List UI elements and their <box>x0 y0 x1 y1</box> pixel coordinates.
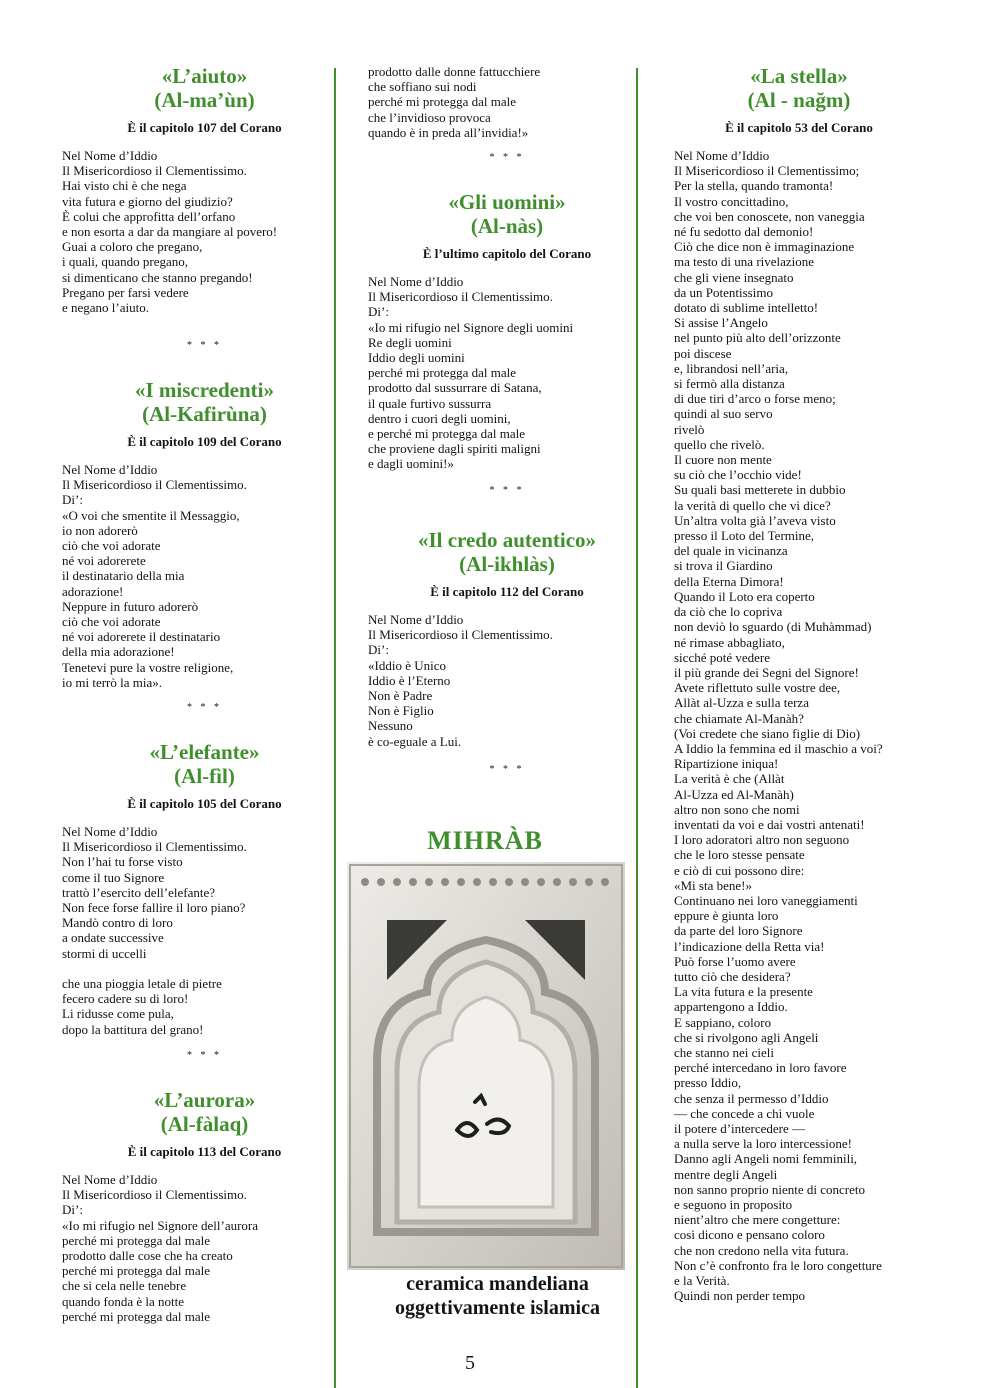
section-al-maun <box>62 64 347 315</box>
verse-line: mentre degli Angeli <box>674 1166 778 1182</box>
verse-line: ciò che voi adorate <box>62 614 161 630</box>
verse-line: né fu sedotto dal demonio! <box>674 224 814 240</box>
chapter-note: È il capitolo 109 del Corano <box>127 434 282 449</box>
verse-line: stormi di uccelli <box>62 945 147 961</box>
verse-line: e dagli uomini!» <box>368 456 454 472</box>
chapter-note: È il capitolo 53 del Corano <box>725 120 873 135</box>
verse-line: Allàt al-Uzza e sulla terza <box>674 695 809 711</box>
verse-line: che l’invidioso provoca <box>368 109 491 125</box>
verse-line: della mia adorazione! <box>62 644 175 660</box>
verse-line: fecero cadere su di loro! <box>62 991 189 1007</box>
verse-line: Il Misericordioso il Clementissimo. <box>62 1187 247 1203</box>
chapter-note: È l’ultimo capitolo del Corano <box>422 246 592 261</box>
section-title: «Il credo autentico» <box>417 528 597 552</box>
verse-line: il destinatario della mia <box>62 568 185 584</box>
section-title: «La stella» <box>750 64 848 88</box>
verse-line: così dicono e pensano coloro <box>674 1227 825 1243</box>
verse-line: e negano l’aiuto. <box>62 300 149 316</box>
verse-line: tutto ciò che desidera? <box>674 968 791 984</box>
verse-line: Su quali basi metterete in dubbio <box>674 482 846 498</box>
verse-line: che non credono nella vita futura. <box>674 1242 849 1258</box>
verse-line: eppure è giunta loro <box>674 908 779 924</box>
verse-line: La verità è che (Allàt <box>674 771 785 787</box>
section-al-nas <box>368 190 646 472</box>
verse-line: e non esorta a dar da mangiare al povero! <box>62 224 278 240</box>
verse-line: Può forse l’uomo avere <box>674 953 796 969</box>
verse-line: e la Verità. <box>674 1273 730 1289</box>
verse-line: del quale in vicinanza <box>674 543 788 559</box>
verse-line: né voi adorerete il destinatario <box>62 629 221 645</box>
verse-line: quando è in preda all’invidia!» <box>368 124 529 140</box>
verse-line: Guai a coloro che pregano, <box>62 239 203 255</box>
section-al-falaq <box>62 1088 347 1324</box>
verse-line: sicché poté vedere <box>674 649 771 665</box>
verse-line: né rimase abbagliato, <box>674 634 785 650</box>
verse-line: «Io mi rifugio nel Signore degli uomini <box>368 319 574 335</box>
separator: * * * <box>187 340 222 351</box>
verse-line: Si assise l’Angelo <box>674 315 768 331</box>
verse-line: né voi adorerete <box>62 553 146 569</box>
separator: * * * <box>187 702 222 713</box>
verse-line: che gli viene insegnato <box>674 269 794 285</box>
verse-line: il potere d’intercedere — <box>674 1121 806 1136</box>
section-title-arabic: (Al-Kafirùna) <box>142 402 267 426</box>
verse-line: perché mi protegga dal male <box>368 365 516 381</box>
verse-line: quindi al suo servo <box>674 406 773 422</box>
verse-line: come il tuo Signore <box>62 869 165 885</box>
verse-line: che le loro stesse pensate <box>674 847 805 863</box>
verse-line: inventati da voi e dai vostri antenati! <box>674 816 865 832</box>
verse-line: su ciò che l’occhio vide! <box>674 467 802 483</box>
verse-line: Di’: <box>368 642 389 658</box>
mihrab-tile-image <box>347 862 625 1270</box>
verse-line: Il Misericordioso il Clementissimo; <box>674 163 860 179</box>
verse-line: trattò l’esercito dell’elefante? <box>62 884 216 900</box>
verse-line: io non adorerò <box>62 522 138 538</box>
verse-line: presso Iddio, <box>674 1075 742 1091</box>
verse-line: perché mi protegga dal male <box>368 94 516 110</box>
verse-line: Nel Nome d’Iddio <box>62 824 158 839</box>
mihrab-title: MIHRÀB <box>427 826 543 855</box>
verse-line: dopo la battitura del grano! <box>62 1021 204 1037</box>
verse-line: Avete riflettuto sulle vostre dee, <box>674 680 841 696</box>
verse-line: Il Misericordioso il Clementissimo. <box>368 289 553 305</box>
verse-line: e ciò di cui possono dire: <box>674 862 805 878</box>
verse-line: ma testo di una rivelazione <box>674 254 815 270</box>
verse-line: che si rivolgono agli Angeli <box>674 1029 819 1045</box>
verse-line: Non è Padre <box>368 688 433 704</box>
verse-line: perché mi protegga dal male <box>62 1308 210 1324</box>
verse-line: che si cela nelle tenebre <box>62 1278 187 1294</box>
verse-text <box>62 148 347 315</box>
verse-line: si trova il Giardino <box>674 558 773 574</box>
chapter-note: È il capitolo 105 del Corano <box>127 796 282 811</box>
verse-line: «Io mi rifugio nel Signore dell’aurora <box>62 1217 259 1233</box>
verse-line: che una pioggia letale di pietre <box>62 976 222 992</box>
verse-line: Il vostro concittadino, <box>674 193 789 209</box>
verse-line: Il Misericordioso il Clementissimo. <box>62 839 247 855</box>
separator: * * * <box>489 764 525 775</box>
verse-text <box>368 612 646 749</box>
verse-line: (Voi credete che siano figlie di Dio) <box>674 725 861 741</box>
verse-line: nel punto più alto dell’orizzonte <box>674 330 841 346</box>
section-al-kafiruna <box>62 378 347 690</box>
verse-line: prodotto dal sussurrare di Satana, <box>368 380 542 396</box>
section-title: «L’elefante» <box>149 740 260 764</box>
verse-line: si dimenticano che stanno pregando! <box>62 269 253 285</box>
verse-line: il più grande dei Segni del Signore! <box>674 664 859 680</box>
verse-line: adorazione! <box>62 583 124 599</box>
verse-line: Nessuno <box>368 718 413 734</box>
verse-line: Nel Nome d’Iddio <box>62 148 158 163</box>
verse-line: e seguono in proposito <box>674 1197 793 1213</box>
verse-line: Nel Nome d’Iddio <box>368 274 464 289</box>
page-number: 5 <box>465 1352 475 1374</box>
chapter-note: È il capitolo 112 del Corano <box>430 584 584 599</box>
verse-line: è co-eguale a Lui. <box>368 733 462 749</box>
verse-line: poi discese <box>674 345 732 361</box>
verse-line: Quindi non perder tempo <box>674 1288 806 1304</box>
verse-line: altro non sono che nomi <box>674 801 800 817</box>
section-title-arabic: (Al-ma’ùn) <box>154 88 255 112</box>
verse-line: Nel Nome d’Iddio <box>368 612 464 627</box>
verse-line: si fermò alla distanza <box>674 376 785 392</box>
verse-line: Iddio degli uomini <box>368 350 465 366</box>
verse-line: ciò che voi adorate <box>62 538 161 554</box>
verse-line: Ciò che dice non è immaginazione <box>674 239 855 255</box>
verse-line: i quali, quando pregano, <box>62 254 188 270</box>
section-title: «I miscredenti» <box>134 378 274 402</box>
verse-text <box>62 1172 347 1324</box>
verse-line: che chiamate Al-Manàh? <box>674 710 804 726</box>
verse-line: Il Misericordioso il Clementissimo. <box>62 477 247 493</box>
verse-line: «Iddio è Unico <box>368 657 446 673</box>
verse-line: da un Potentissimo <box>674 284 773 300</box>
verse-line: Il Misericordioso il Clementissimo. <box>368 627 553 643</box>
verse-line: Quando il Loto era coperto <box>674 588 815 604</box>
verse-line: a ondate successive <box>62 930 164 946</box>
chapter-note: È il capitolo 113 del Corano <box>127 1144 282 1159</box>
verse-line: presso il Loto del Termine, <box>674 528 815 544</box>
verse-line: Tenetevi pure la vostre religione, <box>62 659 234 675</box>
verse-text-continued <box>368 64 540 140</box>
chapter-note: È il capitolo 107 del Corano <box>127 120 282 135</box>
verse-line: Li ridusse come pula, <box>62 1006 174 1022</box>
verse-line: Al-Uzza ed Al-Manàh) <box>674 786 794 802</box>
verse-line: prodotto dalle donne fattucchiere <box>368 64 541 79</box>
verse-line: Pregano per farsi vedere <box>62 284 189 300</box>
verse-line: nient’altro che mere congetture: <box>674 1212 841 1228</box>
image-caption: ceramica mandeliana oggettivamente islamica <box>395 1273 600 1319</box>
section-title-arabic: (Al-ikhlàs) <box>459 552 555 576</box>
verse-line: non sanno proprio niente di concreto <box>674 1181 865 1197</box>
verse-line: la verità di quello che vi dice? <box>674 497 831 513</box>
verse-line: quello che rivelò. <box>674 436 765 452</box>
verse-line: — che concede a chi vuole <box>674 1105 815 1121</box>
section-title-arabic: (Al-fàlaq) <box>160 1112 249 1136</box>
verse-line: Di’: <box>62 492 83 508</box>
verse-line: Iddio è l’Eterno <box>368 672 451 688</box>
verse-line: A Iddio la femmina ed il maschio a voi? <box>674 740 883 756</box>
verse-line: Non fece forse fallire il loro piano? <box>62 900 246 916</box>
verse-line: Continuano nei loro vaneggiamenti <box>674 892 858 908</box>
verse-line: La vita futura e la presente <box>674 984 813 1000</box>
verse-line: Neppure in futuro adorerò <box>62 598 199 614</box>
verse-text <box>62 824 347 1037</box>
verse-line: e, librandosi nell’aria, <box>674 360 789 376</box>
verse-line: Ripartizione iniqua! <box>674 756 779 772</box>
verse-line: rivelò <box>674 421 705 437</box>
section-al-nagm <box>674 64 924 1303</box>
verse-line: quando fonda è la notte <box>62 1293 185 1309</box>
verse-line: Il cuore non mente <box>674 452 772 468</box>
verse-line: e perché mi protegga dal male <box>368 426 526 442</box>
verse-line: da parte del loro Signore <box>674 923 803 939</box>
verse-line: E sappiano, coloro <box>674 1014 772 1030</box>
verse-text <box>62 462 347 690</box>
verse-line: Non è Figlio <box>368 703 434 719</box>
verse-line: Per la stella, quando tramonta! <box>674 178 834 194</box>
verse-line: Danno agli Angeli nomi femminili, <box>674 1151 858 1167</box>
verse-text <box>674 148 924 1303</box>
verse-line: non deviò lo sguardo (di Muhàmmad) <box>674 619 872 635</box>
verse-line: che voi ben conoscete, non vaneggia <box>674 208 865 224</box>
verse-line: Non l’hai tu forse visto <box>62 854 183 870</box>
section-al-ikhlas <box>368 528 646 749</box>
section-title-arabic: (Al-nàs) <box>470 214 544 238</box>
verse-line: Nel Nome d’Iddio <box>62 462 158 477</box>
verse-line: prodotto dalle cose che ha creato <box>62 1248 233 1264</box>
section-al-fil <box>62 740 347 1037</box>
verse-line: Mandò contro di loro <box>62 915 173 931</box>
verse-line: I loro adoratori altro non seguono <box>674 832 850 848</box>
verse-line: l’indicazione della Retta via! <box>674 938 825 954</box>
verse-line: che senza il permesso d’Iddio <box>674 1090 829 1106</box>
section-title-arabic: (Al - nağm) <box>747 88 851 112</box>
verse-line: Re degli uomini <box>368 334 452 350</box>
verse-line: Hai visto chi è che nega <box>62 178 187 194</box>
verse-line: della Eterna Dimora! <box>674 573 784 589</box>
verse-line: Non c’è confronto fra le loro congetture <box>674 1257 882 1273</box>
verse-line: Il Misericordioso il Clementissimo. <box>62 163 247 179</box>
verse-line: perché mi protegga dal male <box>62 1232 210 1248</box>
verse-line: Nel Nome d’Iddio <box>674 148 770 163</box>
verse-line: Di’: <box>368 304 389 320</box>
section-title: «L’aiuto» <box>161 64 248 88</box>
verse-line: Un’altra volta già l’aveva visto <box>674 512 836 528</box>
verse-line: perché mi protegga dal male <box>62 1263 210 1279</box>
verse-line: appartengono a Iddio. <box>674 999 788 1015</box>
verse-line: È colui che approfitta dell’orfano <box>62 208 236 224</box>
verse-line: «O voi che smentite il Messaggio, <box>62 507 240 523</box>
verse-line: Nel Nome d’Iddio <box>62 1172 158 1187</box>
verse-line: che soffiano sui nodi <box>368 79 477 95</box>
verse-text <box>368 274 646 472</box>
verse-line: Di’: <box>62 1202 83 1218</box>
verse-line: il quale furtivo sussurra <box>368 395 492 411</box>
verse-line: che stanno nei cieli <box>674 1044 774 1060</box>
separator: * * * <box>187 1050 222 1061</box>
verse-line: io mi terrò la mia». <box>62 674 163 690</box>
verse-line: vita futura e giorno del giudizio? <box>62 193 233 209</box>
section-title-arabic: (Al-fìl) <box>174 764 235 788</box>
verse-line: dotato di sublime intelletto! <box>674 300 819 316</box>
verse-line: dentro i cuori degli uomini, <box>368 410 511 426</box>
verse-line: «Mi sta bene!» <box>674 877 752 893</box>
verse-line: da ciò che lo copriva <box>674 604 783 620</box>
section-title: «Gli uomini» <box>448 190 566 214</box>
verse-line: perché intercedano in loro favore <box>674 1060 847 1076</box>
verse-line <box>62 961 347 976</box>
separator: * * * <box>489 485 525 496</box>
verse-line: a nulla serve la loro intercessione! <box>674 1136 852 1152</box>
verse-line: che proviene dagli spiriti maligni <box>368 441 541 457</box>
separator: * * * <box>489 152 525 163</box>
section-title: «L’aurora» <box>153 1088 256 1112</box>
verse-line: di due tiri d’arco o forse meno; <box>674 391 836 407</box>
